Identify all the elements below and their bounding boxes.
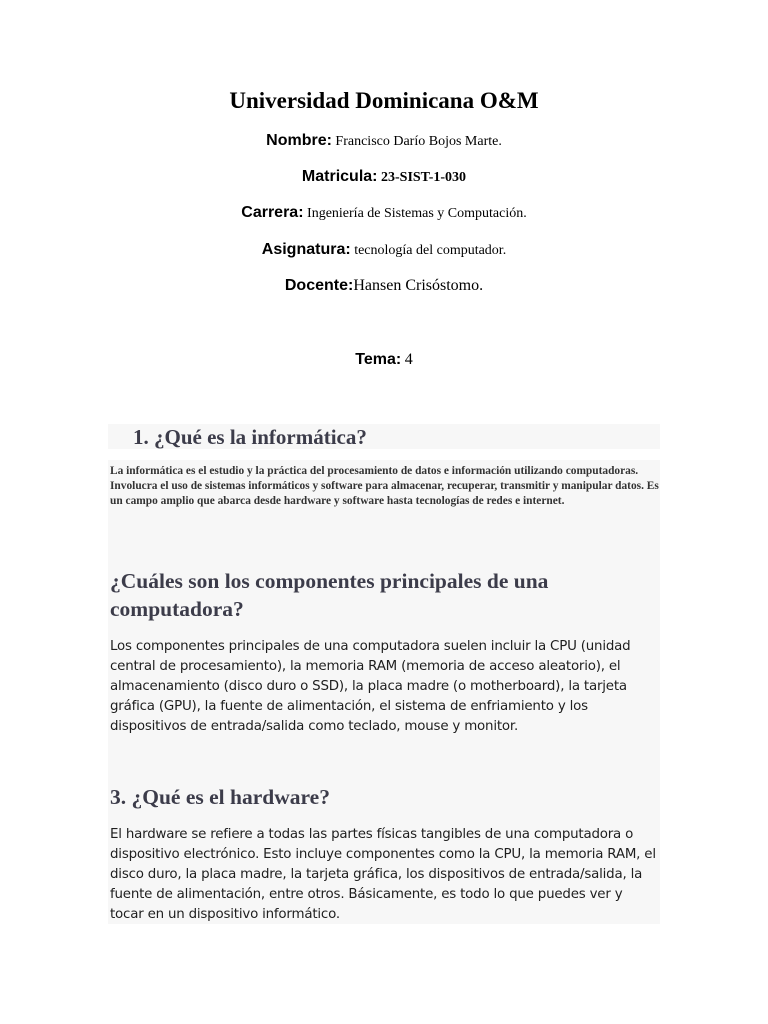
info-asignatura [0, 240, 768, 261]
carrera-label: Carrera: [241, 204, 304, 221]
section-1-heading: 1. ¿Qué es la informática? [133, 425, 367, 449]
docente-value: Hansen Crisóstomo. [353, 277, 484, 294]
info-carrera [0, 203, 768, 224]
section-2-heading: ¿Cuáles son los componentes principales de una computadora? [110, 569, 549, 621]
info-docente [0, 276, 768, 297]
section-1-body: La informática es el estudio y la práctica del procesamiento de datos e información utilizando computadoras. Involucra el uso de sistemas informáticos y software para almacenar, recuperar, transmitir y manipular datos. Es un campo amplio que abarca desde hardware y software hasta tecnologías de redes e internet. [110, 465, 659, 507]
nombre-label: Nombre: [266, 132, 332, 149]
asignatura-value: tecnología del computador. [354, 243, 507, 258]
tema-label: Tema: [355, 351, 402, 368]
matricula-value: 23-SIST-1-030 [381, 170, 467, 185]
document-title: Universidad Dominicana O&M [229, 88, 539, 113]
nombre-value: Francisco Darío Bojos Marte. [335, 134, 502, 149]
info-tema [0, 350, 768, 371]
tema-value: 4 [404, 351, 413, 368]
info-matricula [0, 167, 768, 188]
section-3-body: El hardware se refiere a todas las partes físicas tangibles de una computadora o dispositivo electrónico. Esto incluye componentes como la CPU, la memoria RAM, el disco duro, la placa madre, la tarjeta gráfica, los dispositivos de entrada/salida, la fuente de alimentación, entre otros. Básicamente, es todo lo que puedes ver y tocar en un dispositivo informático. [110, 827, 656, 922]
info-nombre [0, 131, 768, 152]
docente-label: Docente: [284, 277, 354, 294]
section-3-heading: 3. ¿Qué es el hardware? [110, 785, 330, 809]
section-2-body: Los componentes principales de una computadora suelen incluir la CPU (unidad central de procesamiento), la memoria RAM (memoria de acceso aleatorio), el almacenamiento (disco duro o SSD), la placa madre (o motherboard), la tarjeta gráfica (GPU), la fuente de alimentación, el sistema de enfriamiento y los dispositivos de entrada/salida como teclado, mouse y monitor. [110, 639, 631, 734]
matricula-label: Matricula: [301, 168, 378, 185]
carrera-value: Ingeniería de Sistemas y Computación. [307, 206, 527, 221]
asignatura-label: Asignatura: [261, 241, 351, 258]
